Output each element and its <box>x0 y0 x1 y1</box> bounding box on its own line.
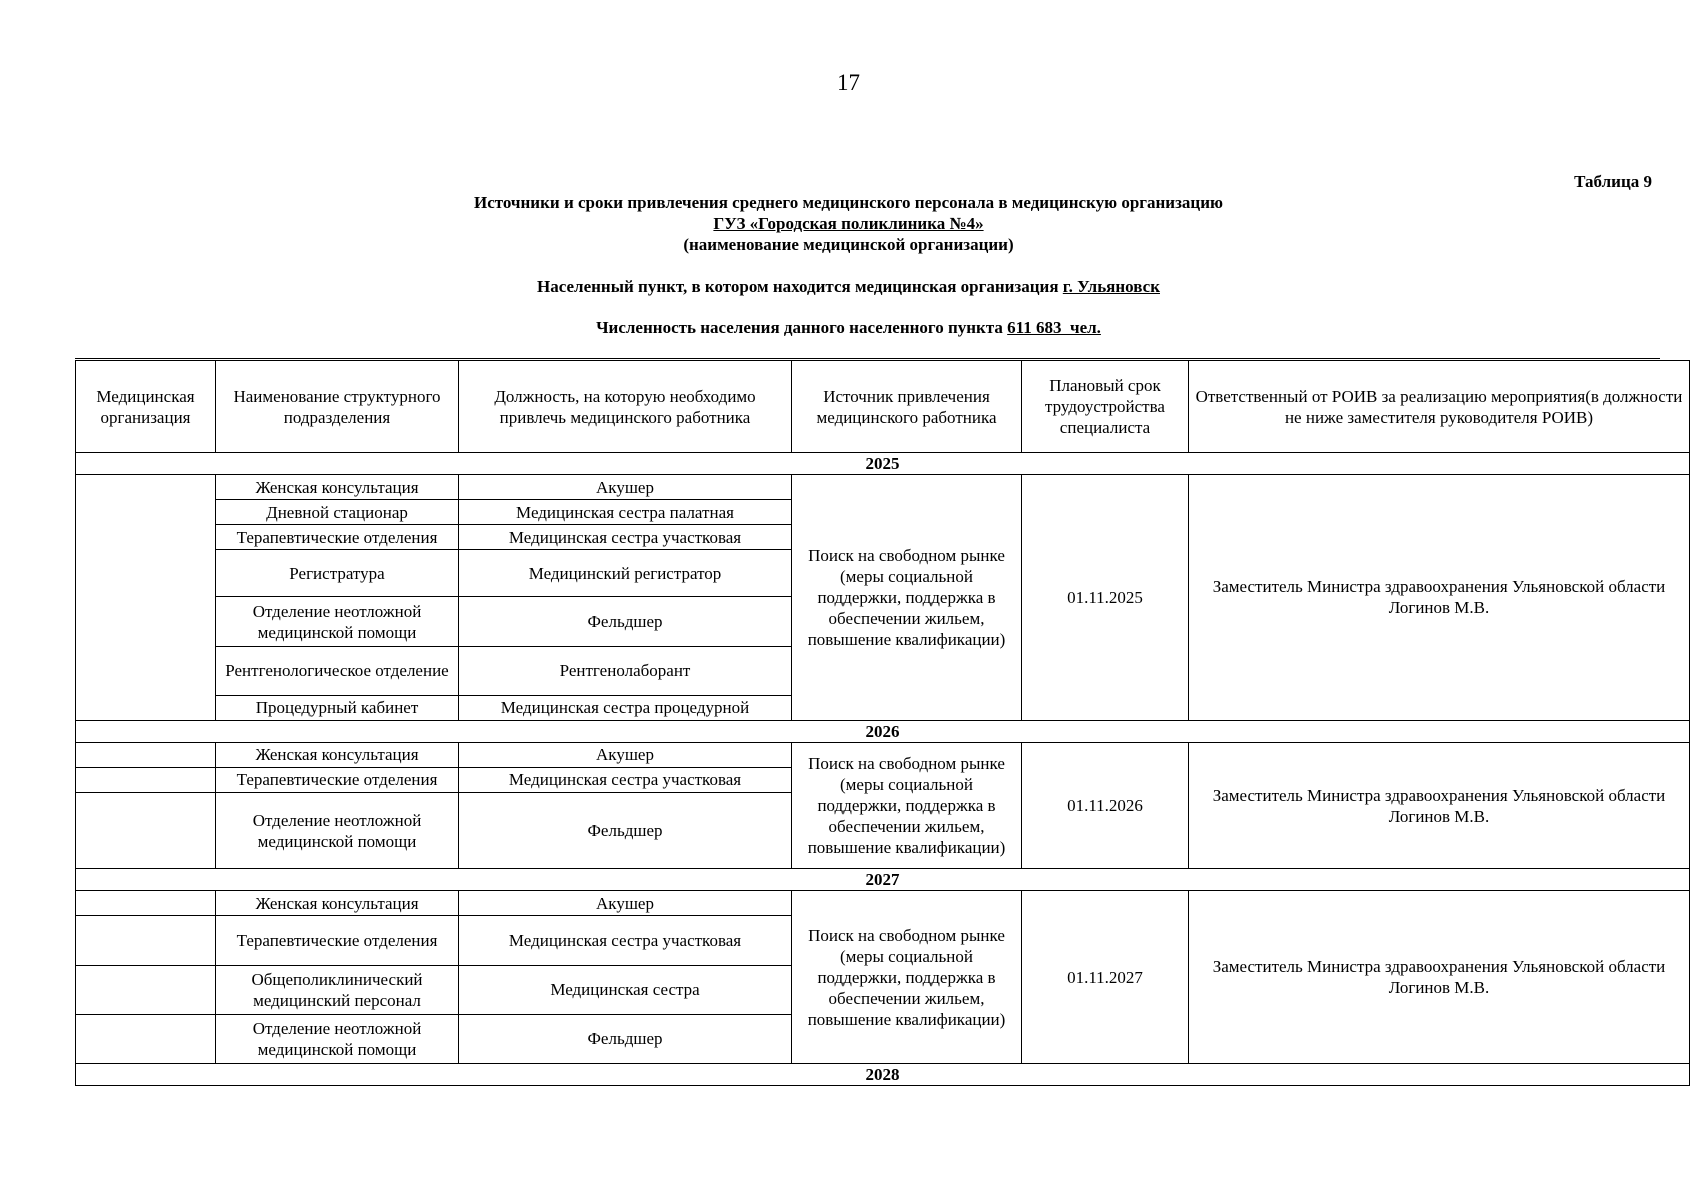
organization-cell <box>76 965 216 1014</box>
staffing-table <box>75 360 1690 1086</box>
organization-name: ГУЗ «Городская поликлиника №4» <box>713 214 984 233</box>
unit-cell: Отделение неотложной медицинской помощи <box>216 793 459 869</box>
source-cell: Поиск на свободном рынке (меры социальной поддержки, поддержка в обеспечении жильем, повышение квалификации) <box>792 742 1022 868</box>
responsible-cell: Заместитель Министра здравоохранения Ульяновской области Логинов М.В. <box>1189 742 1690 868</box>
year-label: 2025 <box>76 453 1690 475</box>
page-number: 17 <box>837 70 860 95</box>
header-row <box>76 361 1690 453</box>
position-cell: Рентгенолаборант <box>459 646 792 695</box>
population-value: 611 683 чел. <box>1007 318 1101 337</box>
unit-cell: Терапевтические отделения <box>216 525 459 550</box>
unit-cell: Женская консультация <box>216 891 459 916</box>
organization-cell <box>76 793 216 869</box>
responsible-cell: Заместитель Министра здравоохранения Ульяновской области Логинов М.В. <box>1189 475 1690 721</box>
year-label: 2027 <box>76 869 1690 891</box>
table-row <box>76 475 1690 500</box>
unit-cell: Рентгенологическое отделение <box>216 646 459 695</box>
settlement-line <box>0 277 1697 297</box>
unit-cell: Общеполиклинический медицинский персонал <box>216 965 459 1014</box>
position-cell: Акушер <box>459 475 792 500</box>
responsible-cell: Заместитель Министра здравоохранения Ульяновской области Логинов М.В. <box>1189 891 1690 1064</box>
unit-cell: Терапевтические отделения <box>216 767 459 792</box>
position-cell: Медицинский регистратор <box>459 550 792 597</box>
col-header-organization: Медицинская организация <box>76 361 216 453</box>
organization-cell <box>76 1014 216 1063</box>
unit-cell: Отделение неотложной медицинской помощи <box>216 597 459 646</box>
population-line <box>0 318 1697 338</box>
year-label: 2028 <box>76 1063 1690 1085</box>
source-cell: Поиск на свободном рынке (меры социальной поддержки, поддержка в обеспечении жильем, повышение квалификации) <box>792 891 1022 1064</box>
position-cell: Фельдшер <box>459 793 792 869</box>
table-label: Таблица 9 <box>1574 172 1652 191</box>
position-cell: Фельдшер <box>459 1014 792 1063</box>
organization-caption: (наименование медицинской организации) <box>683 235 1014 254</box>
unit-cell: Регистратура <box>216 550 459 597</box>
unit-cell: Терапевтические отделения <box>216 916 459 965</box>
year-row <box>76 1063 1690 1085</box>
organization-cell <box>76 916 216 965</box>
col-header-position: Должность, на которую необходимо привлечь медицинского работника <box>459 361 792 453</box>
unit-cell: Женская консультация <box>216 475 459 500</box>
settlement-value: г. Ульяновск <box>1062 277 1160 296</box>
position-cell: Медицинская сестра процедурной <box>459 695 792 720</box>
year-row <box>76 869 1690 891</box>
date-cell: 01.11.2027 <box>1022 891 1189 1064</box>
date-cell: 01.11.2025 <box>1022 475 1189 721</box>
col-header-date: Плановый срок трудоустройства специалиста <box>1022 361 1189 453</box>
unit-cell: Процедурный кабинет <box>216 695 459 720</box>
top-rule <box>75 358 1660 359</box>
unit-cell: Женская консультация <box>216 742 459 767</box>
table-title: Источники и сроки привлечения среднего медицинского персонала в медицинскую организацию <box>473 193 1224 212</box>
unit-cell: Дневной стационар <box>216 500 459 525</box>
position-cell: Акушер <box>459 742 792 767</box>
position-cell: Медицинская сестра участковая <box>459 767 792 792</box>
table-row <box>76 891 1690 916</box>
organization-cell <box>76 475 216 721</box>
year-row <box>76 720 1690 742</box>
year-label: 2026 <box>76 720 1690 742</box>
position-cell: Медицинская сестра палатная <box>459 500 792 525</box>
source-cell: Поиск на свободном рынке (меры социальной поддержки, поддержка в обеспечении жильем, повышение квалификации) <box>792 475 1022 721</box>
table-row <box>76 742 1690 767</box>
date-cell: 01.11.2026 <box>1022 742 1189 868</box>
position-cell: Фельдшер <box>459 597 792 646</box>
col-header-unit: Наименование структурного подразделения <box>216 361 459 453</box>
position-cell: Медицинская сестра <box>459 965 792 1014</box>
year-row <box>76 453 1690 475</box>
position-cell: Медицинская сестра участковая <box>459 916 792 965</box>
settlement-label: Населенный пункт, в котором находится медицинская организация <box>537 277 1059 296</box>
organization-cell <box>76 767 216 792</box>
position-cell: Акушер <box>459 891 792 916</box>
organization-cell <box>76 891 216 916</box>
col-header-source: Источник привлечения медицинского работника <box>792 361 1022 453</box>
position-cell: Медицинская сестра участковая <box>459 525 792 550</box>
unit-cell: Отделение неотложной медицинской помощи <box>216 1014 459 1063</box>
organization-cell <box>76 742 216 767</box>
population-label: Численность населения данного населенного пункта <box>596 318 1003 337</box>
col-header-responsible: Ответственный от РОИВ за реализацию мероприятия(в должности не ниже заместителя руководителя РОИВ) <box>1189 361 1690 453</box>
